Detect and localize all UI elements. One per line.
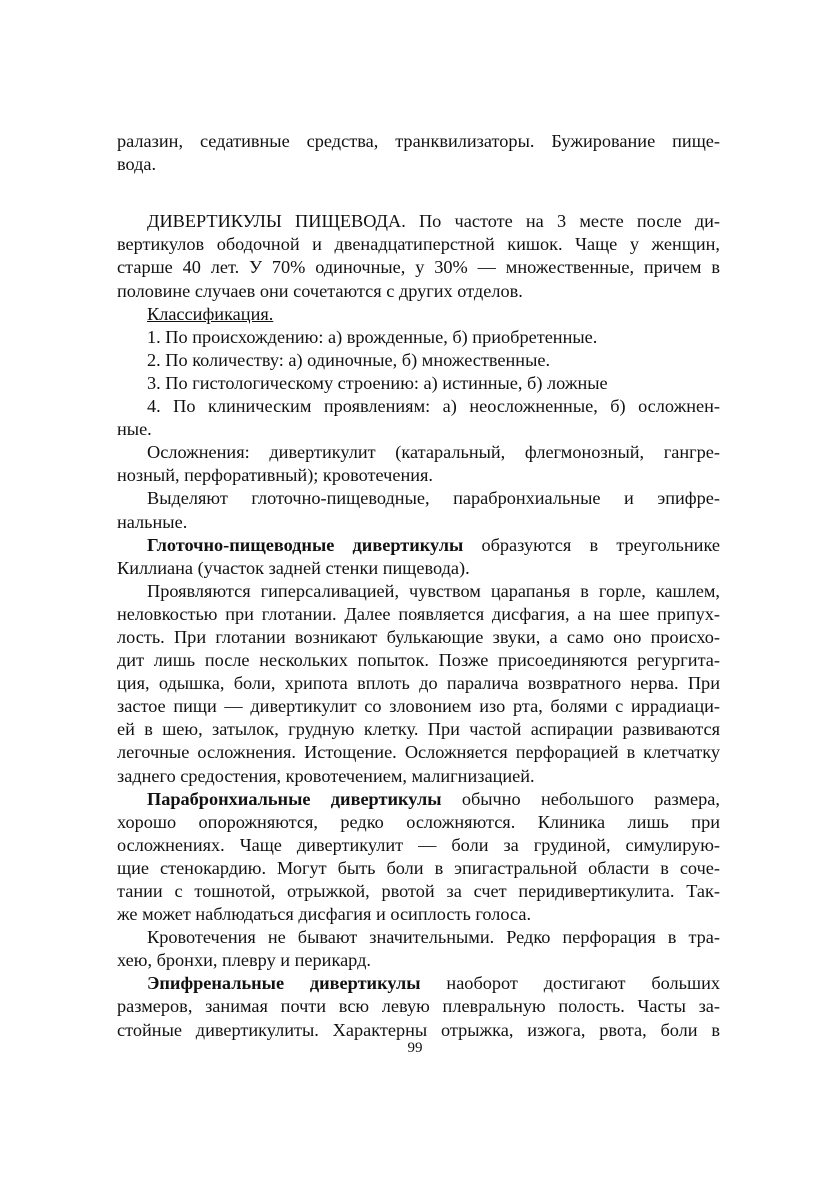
text-line: нозный, перфоративный); кровотечения. <box>117 465 434 486</box>
text-line: стойные дивертикулиты. Характерны отрыжка, изжога, рвота, боли в <box>117 1019 720 1040</box>
text-line: половине случаев они сочетаются с других отделов. <box>117 280 523 301</box>
text-line: вертикулов ободочной и двенадцатиперстной кишок. Чаще у женщин, <box>117 234 720 255</box>
text-line: размеров, занимая почти всю левую плевральную полость. Часты за- <box>117 996 720 1017</box>
text-run: наоборот достигают больших <box>420 973 721 994</box>
classification-list <box>117 326 720 441</box>
text-line: Осложнения: дивертикулит (катаральный, флегмонозный, гангре- <box>147 442 720 463</box>
text-line <box>117 972 720 995</box>
parabronchial-paragraph <box>117 788 720 927</box>
classification-item: 2. По количеству: а) одиночные, б) множественные. <box>147 349 551 370</box>
paragraph-gap <box>117 199 720 210</box>
text-line: тании с тошнотой, отрыжкой, рвотой за счет перидивертикулита. Так- <box>117 881 720 901</box>
text-line: же может наблюдаться дисфагия и осиплость голоса. <box>117 904 532 925</box>
classification-heading <box>117 303 720 326</box>
text-line: застое пищи — дивертикулит со зловонием изо рта, болями с иррадиаци- <box>117 696 720 717</box>
classification-item: ные. <box>117 419 152 440</box>
paragraph-gap <box>117 176 720 199</box>
text-line: ция, одышка, боли, хрипота вплоть до паралича возвратного нерва. При <box>117 673 720 694</box>
term-bold: Эпифренальные дивертикулы <box>147 973 421 994</box>
pharyngo-esophageal-paragraph <box>117 534 720 580</box>
text-line: дит лишь после нескольких попыток. Позже присоединяются регургита- <box>117 650 720 671</box>
text-line: заднего средостения, кровотечением, малигнизацией. <box>117 765 535 786</box>
section-intro-paragraph <box>117 210 720 302</box>
text-line: Киллиана (участок задней стенки пищевода). <box>117 557 470 578</box>
text-line: Проявляются гиперсаливацией, чувством царапанья в горле, кашлем, <box>147 580 720 601</box>
text-line: ей в шею, затылок, грудную клетку. При частой аспирации развиваются <box>117 719 720 740</box>
types-paragraph <box>117 487 720 533</box>
text-line: хорошо опорожняются, редко осложняются. Клиника лишь при <box>117 811 720 832</box>
complications-paragraph <box>117 441 720 487</box>
text-run: образуются в треугольнике <box>463 534 720 555</box>
bleeding-paragraph <box>117 926 720 972</box>
term-bold: Парабронхиальные дивертикулы <box>147 788 442 809</box>
text-line: Кровотечения не бывают значительными. Редко перфорация в тра- <box>147 927 720 948</box>
text-line: ралазин, седативные средства, транквилизаторы. Бужирование пище- <box>117 131 720 151</box>
page-body <box>117 130 720 1042</box>
paragraph-continuation <box>117 130 720 176</box>
symptoms-paragraph <box>117 580 720 788</box>
page-number: 99 <box>407 1040 423 1056</box>
text-line: легочные осложнения. Истощение. Осложняется перфорацией в клетчатку <box>117 742 720 763</box>
classification-item: 1. По происхождению: а) врожденные, б) приобретенные. <box>147 326 598 347</box>
text-line: неловкостью при глотании. Далее появляется дисфагия, а на шее припух- <box>117 603 720 624</box>
text-line: осложнениях. Чаще дивертикулит — боли за грудиной, симулирую- <box>117 834 720 855</box>
epiphrenal-paragraph <box>117 972 720 1041</box>
text-line: нальные. <box>117 511 188 532</box>
classification-heading-text: Классификация. <box>147 303 274 324</box>
text-line: Выделяют глоточно-пищеводные, парабронхиальные и эпифре- <box>147 488 720 509</box>
term-bold: Глоточно-пищеводные дивертикулы <box>147 534 464 555</box>
text-line <box>117 788 720 811</box>
text-line: старше 40 лет. У 70% одиночные, у 30% — множественные, причем в <box>117 257 720 278</box>
text-run: обычно небольшого размера, <box>441 788 720 809</box>
text-line: вода. <box>117 154 157 175</box>
text-line: щие стенокардию. Могут быть боли в эпигастральной области в соче- <box>117 857 720 878</box>
classification-item: 4. По клиническим проявлениям: а) неосложненные, б) осложнен- <box>147 396 720 417</box>
classification-item: 3. По гистологическому строению: а) истинные, б) ложные <box>147 372 608 393</box>
text-line: хею, бронхи, плевру и перикард. <box>117 950 371 971</box>
text-line <box>117 534 720 557</box>
text-line: ДИВЕРТИКУЛЫ ПИЩЕВОДА. По частоте на 3 месте после ди- <box>147 211 720 232</box>
text-line: лость. При глотании возникают булькающие звуки, а само оно происхо- <box>117 626 720 647</box>
